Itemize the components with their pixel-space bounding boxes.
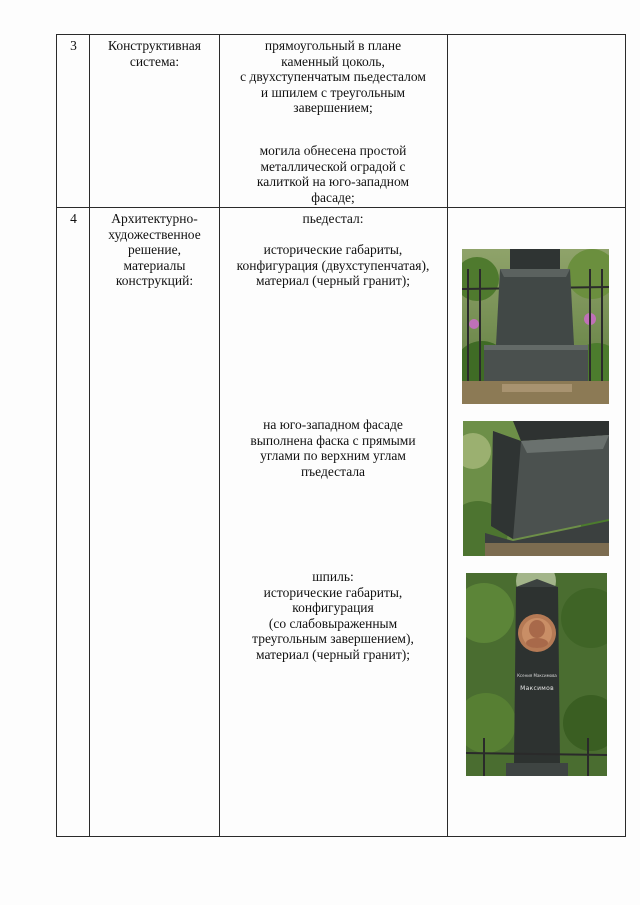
table-bottom-border [56, 836, 626, 837]
spire-plaque-name: Максимов [520, 685, 554, 692]
spire-photo [466, 573, 607, 776]
table-right-border [625, 34, 626, 837]
row-content: прямоугольный в плане каменный цоколь, с двухступенчатым пьедесталом и шпилем с треугольным завершением; [240, 38, 426, 116]
row-content: шпиль: исторические габариты, конфигурация (со слабовыраженным треугольным завершением), материал (черный гранит); [252, 569, 414, 662]
table-left-border [56, 34, 57, 837]
column-divider-1 [89, 34, 90, 837]
table-top-border [56, 34, 626, 35]
row-content: могила обнесена простой металлической оградой с калиткой на юго-западном фасаде; [256, 143, 410, 205]
column-divider-2 [219, 34, 220, 837]
row-content: на юго-западном фасаде выполнена фаска с прямыми углами по верхним углам пъедестала [250, 417, 416, 479]
chamfer-photo [463, 421, 609, 556]
row-number: 4 [70, 211, 77, 226]
pedestal-photo [462, 249, 609, 404]
row-label: Конструктивная система: [108, 38, 201, 69]
row-content: пьедестал: [302, 211, 364, 226]
row-number: 3 [70, 38, 77, 53]
row-label: Архитектурно- художественное решение, материалы конструкций: [108, 211, 201, 289]
row-content: исторические габариты, конфигурация (двухступенчатая), материал (черный гранит); [236, 242, 430, 289]
row-divider [56, 207, 626, 208]
spire-plaque-line: Ксения Максимова [517, 673, 557, 678]
column-divider-3 [447, 34, 448, 837]
